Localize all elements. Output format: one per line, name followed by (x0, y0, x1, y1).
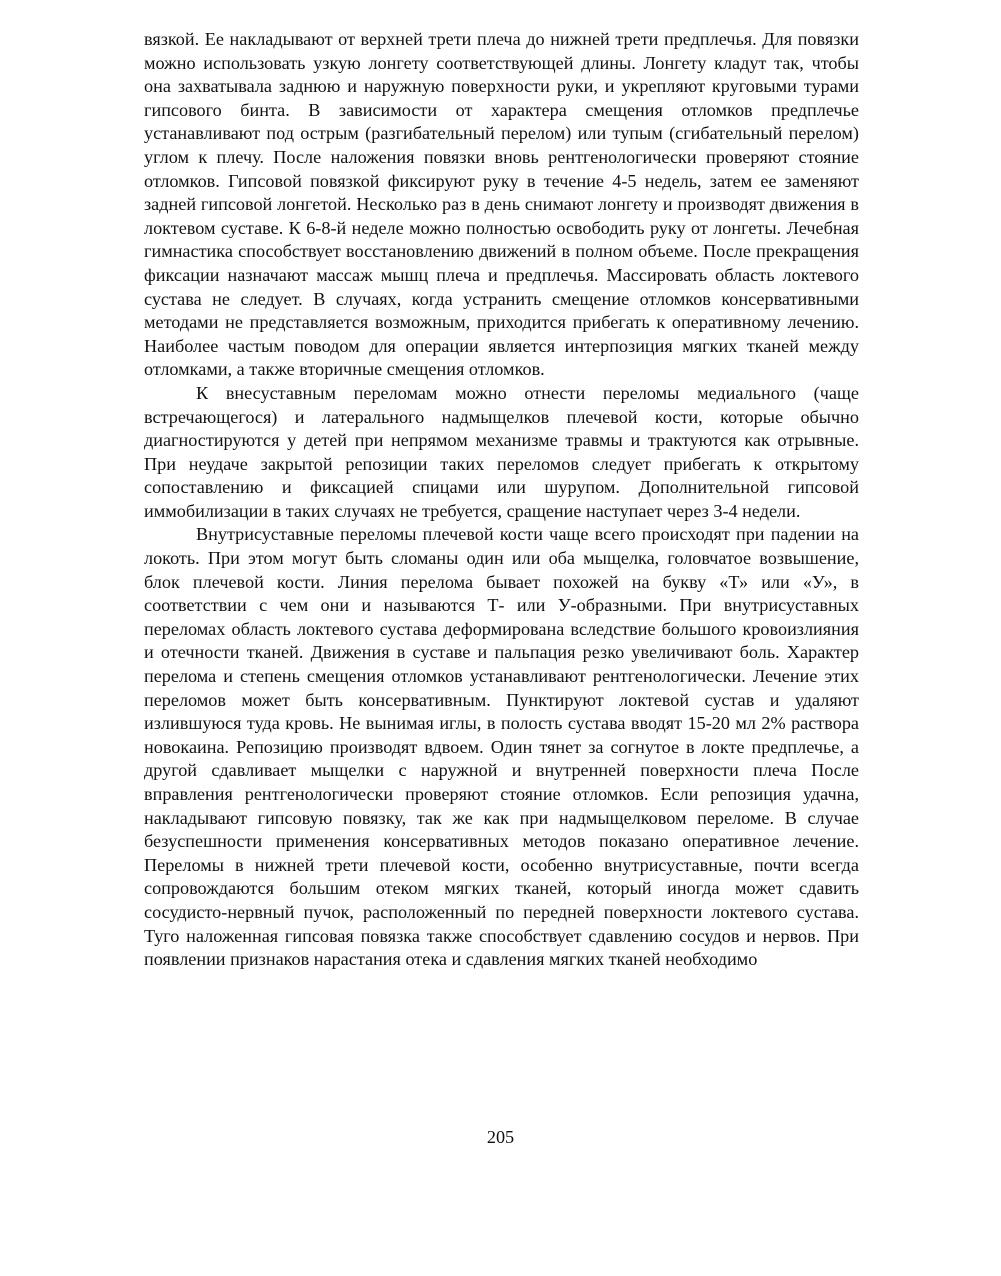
page-body (144, 28, 859, 972)
paragraph-2: К внесуставным переломам можно отнести переломы медиального (чаще встречающегося) и латерального надмыщелков плечевой кости, которые обычно диагностируются у детей при непрямом механизме травмы и трактуются как отрывные. При неудаче закрытой репозиции таких переломов следует прибегать к открытому сопоставлению и фиксацией спицами или шурупом. Дополнительной гипсовой иммобилизации в таких случаях не требуется, сращение наступает через 3-4 недели. (144, 382, 859, 521)
page-number: 205 (486, 1127, 515, 1147)
paragraph-3: Внутрисуставные переломы плечевой кости чаще всего происходят при падении на локоть. При этом могут быть сломаны один или оба мыщелка, головчатое возвышение, блок плечевой кости. Линия перелома бывает похожей на букву «Т» или «У», в соответствии с чем они и называются Т- или У-образными. При внутрисуставных переломах область локтевого сустава деформирована вследствие большого кровоизлияния и отечности тканей. Движения в суставе и пальпация резко увеличивают боль. Характер перелома и степень смещения отломков устанавливают рентгенологически. Лечение этих переломов может быть консервативным. Пунктируют локтевой сустав и удаляют излившуюся туда кровь. Не вынимая иглы, в полость сустава вводят 15-20 мл 2% раствора новокаина. Репозицию производят вдвоем. Один тянет за согнутое в локте предплечье, а другой сдавливает мыщелки с наружной и внутренней поверхности плеча После вправления рентгенологически проверяют стояние отломков. Если репозиция удачна, накладывают гипсовую повязку, так же как при надмыщелковом переломе. В случае безуспешности применения консервативных методов показано оперативное лечение. Переломы в нижней трети плечевой кости, особенно внутрисуставные, почти всегда сопровождаются большим отеком мягких тканей, который иногда может сдавить сосудисто-нервный пучок, расположенный по передней поверхности локтевого сустава. Туго наложенная гипсовая повязка также способствует сдавлению сосудов и нервов. При появлении признаков нарастания отека и сдавления мягких тканей необходимо (144, 524, 859, 970)
paragraph-1: вязкой. Ее накладывают от верхней трети плеча до нижней трети предплечья. Для повязки можно использовать узкую лонгету соответствующей длины. Лонгету кладут так, чтобы она захватывала заднюю и наружную поверхности руки, и укрепляют круговыми турами гипсового бинта. В зависимости от характера смещения отломков предплечье устанавливают под острым (разгибательный перелом) или тупым (сгибательный перелом) углом к плечу. После наложения повязки вновь рентгенологически проверяют стояние отломков. Гипсовой повязкой фиксируют руку в течение 4-5 недель, затем ее заменяют задней гипсовой лонгетой. Несколько раз в день снимают лонгету и производят движения в локтевом суставе. К 6-8-й неделе можно полностью освободить руку от лонгеты. Лечебная гимнастика способствует восстановлению движений в полном объеме. После прекращения фиксации назначают массаж мышц плеча и предплечья. Массировать область локтевого сустава не следует. В случаях, когда устранить смещение отломков консервативными методами не представляется возможным, приходится прибегать к оперативному лечению. Наиболее частым поводом для операции является интерпозиция мягких тканей между отломками, а также вторичные смещения отломков. (144, 29, 859, 380)
